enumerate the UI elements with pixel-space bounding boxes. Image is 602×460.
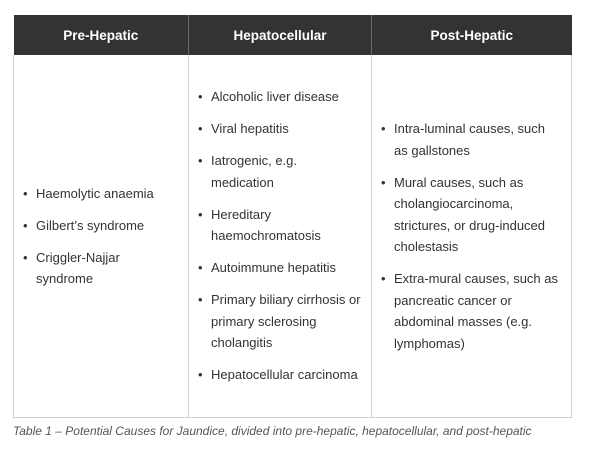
header-row bbox=[14, 15, 572, 55]
list-item: • Primary biliary cirrhosis or primary sclerosing cholangitis bbox=[198, 289, 361, 354]
list-item: • Criggler-Najjar syndrome bbox=[23, 247, 178, 290]
header-pre-hepatic: Pre-Hepatic bbox=[14, 15, 189, 55]
post-hepatic-list bbox=[381, 118, 561, 354]
causes-table-container bbox=[13, 15, 571, 418]
list-item: • Iatrogenic, e.g. medication bbox=[198, 150, 361, 193]
list-item: • Alcoholic liver disease bbox=[198, 86, 361, 108]
list-item: • Gilbert’s syndrome bbox=[23, 215, 178, 237]
cell-post-hepatic bbox=[372, 55, 572, 418]
pre-hepatic-list bbox=[23, 183, 178, 290]
table-header bbox=[14, 15, 572, 55]
hepatocellular-list bbox=[198, 86, 361, 386]
list-item: • Extra-mural causes, such as pancreatic cancer or abdominal masses (e.g. lymphomas) bbox=[381, 268, 561, 354]
list-item: • Mural causes, such as cholangiocarcinoma, strictures, or drug-induced cholestasis bbox=[381, 172, 561, 258]
list-item: • Viral hepatitis bbox=[198, 118, 361, 140]
list-item: • Hepatocellular carcinoma bbox=[198, 364, 361, 386]
table-row bbox=[14, 55, 572, 418]
list-item: • Intra-luminal causes, such as gallstones bbox=[381, 118, 561, 161]
jaundice-causes-table bbox=[13, 15, 572, 418]
list-item: • Autoimmune hepatitis bbox=[198, 257, 361, 279]
list-item: • Haemolytic anaemia bbox=[23, 183, 178, 205]
table-body bbox=[14, 55, 572, 418]
cell-pre-hepatic bbox=[14, 55, 189, 418]
table-caption: Table 1 – Potential Causes for Jaundice, divided into pre-hepatic, hepatocellular, and post-hepatic bbox=[13, 424, 532, 438]
cell-hepatocellular bbox=[189, 55, 372, 418]
header-hepatocellular: Hepatocellular bbox=[189, 15, 372, 55]
header-post-hepatic: Post-Hepatic bbox=[372, 15, 572, 55]
list-item: • Hereditary haemochromatosis bbox=[198, 204, 361, 247]
